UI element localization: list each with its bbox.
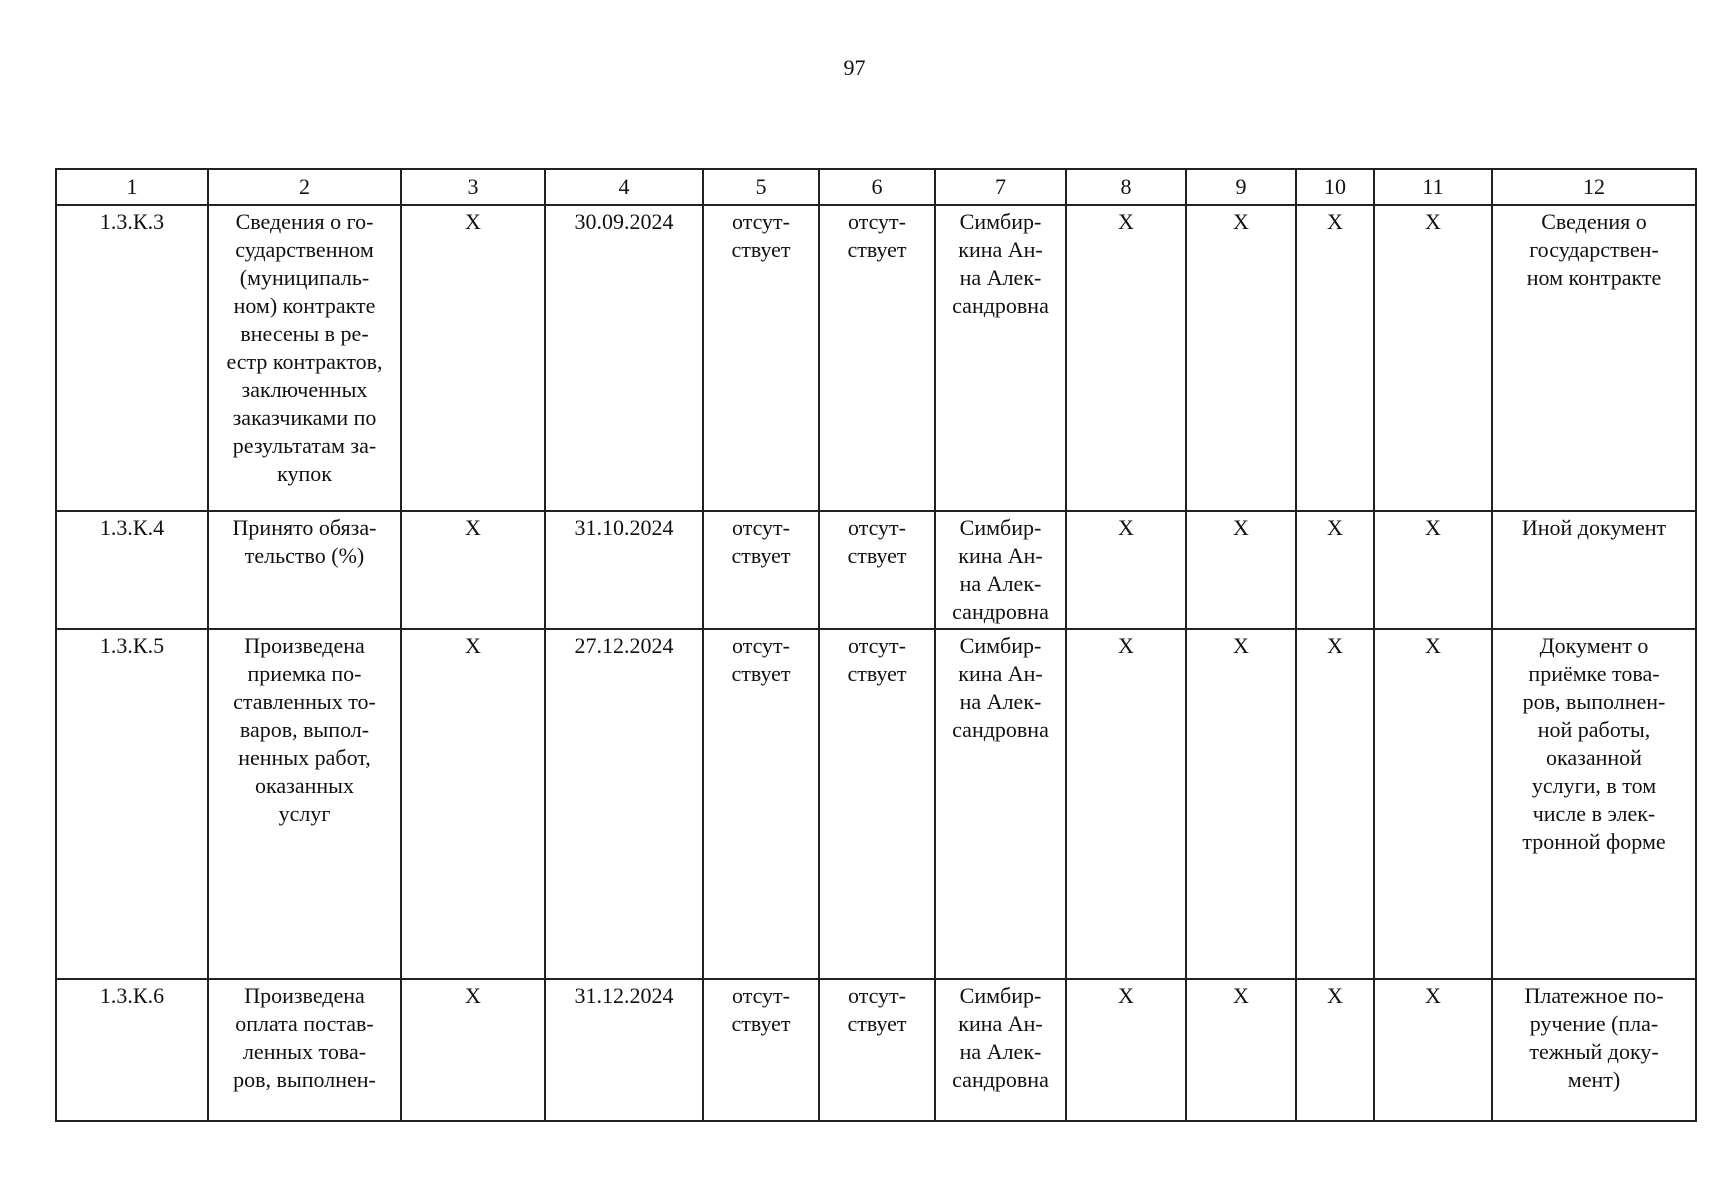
table-row <box>56 979 1696 1121</box>
column-header: 8 <box>1066 169 1186 205</box>
cell-col10: X <box>1296 511 1374 629</box>
row-code: 1.3.К.5 <box>56 629 208 979</box>
schedule-table <box>55 168 1697 1122</box>
column-header: 12 <box>1492 169 1696 205</box>
row-document: Сведения о государствен- ном контракте <box>1492 205 1696 511</box>
cell-col10: X <box>1296 205 1374 511</box>
cell-col3: X <box>401 629 545 979</box>
column-header: 6 <box>819 169 935 205</box>
table-row <box>56 629 1696 979</box>
cell-col10: X <box>1296 979 1374 1121</box>
cell-col9: X <box>1186 979 1296 1121</box>
cell-col3: X <box>401 205 545 511</box>
cell-col11: X <box>1374 205 1492 511</box>
column-header: 1 <box>56 169 208 205</box>
cell-col6: отсут- ствует <box>819 979 935 1121</box>
row-code: 1.3.К.4 <box>56 511 208 629</box>
page-number: 97 <box>843 55 866 80</box>
cell-col6: отсут- ствует <box>819 511 935 629</box>
cell-col9: X <box>1186 205 1296 511</box>
row-code: 1.3.К.3 <box>56 205 208 511</box>
header-row <box>56 169 1696 205</box>
table-row <box>56 205 1696 511</box>
row-responsible-person: Симбир- кина Ан- на Алек- сандровна <box>935 979 1066 1121</box>
row-event-name: Принято обяза- тельство (%) <box>208 511 401 629</box>
row-date: 31.12.2024 <box>545 979 703 1121</box>
cell-col8: X <box>1066 205 1186 511</box>
cell-col5: отсут- ствует <box>703 205 819 511</box>
row-responsible-person: Симбир- кина Ан- на Алек- сандровна <box>935 511 1066 629</box>
cell-col11: X <box>1374 629 1492 979</box>
row-document: Документ о приёмке това- ров, выполнен- ной работы, оказанной услуги, в том числе в элек- тронной форме <box>1492 629 1696 979</box>
column-header: 3 <box>401 169 545 205</box>
column-header: 2 <box>208 169 401 205</box>
column-header: 4 <box>545 169 703 205</box>
row-code: 1.3.К.6 <box>56 979 208 1121</box>
column-header: 5 <box>703 169 819 205</box>
row-date: 30.09.2024 <box>545 205 703 511</box>
row-document: Платежное по- ручение (пла- тежный доку- мент) <box>1492 979 1696 1121</box>
cell-col5: отсут- ствует <box>703 511 819 629</box>
table-row <box>56 511 1696 629</box>
cell-col9: X <box>1186 629 1296 979</box>
row-event-name: Сведения о го- сударственном (муниципаль- ном) контракте внесены в ре- естр контрактов, заключенных заказчиками по результатам за- купок <box>208 205 401 511</box>
cell-col3: X <box>401 979 545 1121</box>
column-header: 11 <box>1374 169 1492 205</box>
cell-col11: X <box>1374 511 1492 629</box>
cell-col8: X <box>1066 979 1186 1121</box>
row-event-name: Произведена оплата постав- ленных това- ров, выполнен- <box>208 979 401 1121</box>
column-header: 9 <box>1186 169 1296 205</box>
cell-col6: отсут- ствует <box>819 629 935 979</box>
row-responsible-person: Симбир- кина Ан- на Алек- сандровна <box>935 205 1066 511</box>
cell-col3: X <box>401 511 545 629</box>
column-header: 7 <box>935 169 1066 205</box>
row-event-name: Произведена приемка по- ставленных то- варов, выпол- ненных работ, оказанных услуг <box>208 629 401 979</box>
row-document: Иной документ <box>1492 511 1696 629</box>
cell-col8: X <box>1066 511 1186 629</box>
cell-col6: отсут- ствует <box>819 205 935 511</box>
row-date: 31.10.2024 <box>545 511 703 629</box>
cell-col11: X <box>1374 979 1492 1121</box>
cell-col10: X <box>1296 629 1374 979</box>
cell-col5: отсут- ствует <box>703 979 819 1121</box>
row-responsible-person: Симбир- кина Ан- на Алек- сандровна <box>935 629 1066 979</box>
column-header: 10 <box>1296 169 1374 205</box>
cell-col9: X <box>1186 511 1296 629</box>
row-date: 27.12.2024 <box>545 629 703 979</box>
cell-col8: X <box>1066 629 1186 979</box>
cell-col5: отсут- ствует <box>703 629 819 979</box>
